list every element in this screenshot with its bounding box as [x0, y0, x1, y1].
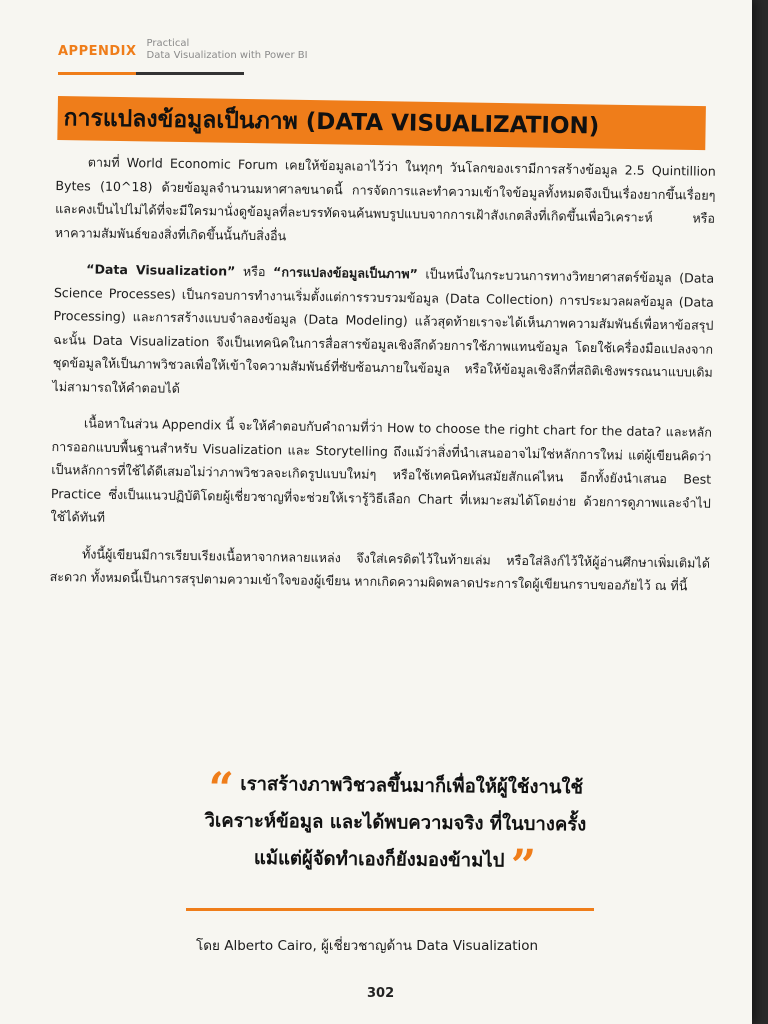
close-quote-mark: ”: [510, 840, 537, 892]
quote-text-1: เราสร้างภาพวิชวลขึ้นมาก็เพื่อให้ผู้ใช้งานใช้: [240, 773, 584, 799]
paragraph-2: [52, 257, 714, 408]
quote-attribution: โดย Alberto Cairo, ผู้เชี่ยวชาญด้าน Data Visualization: [196, 938, 539, 954]
header-rule: [58, 72, 244, 75]
quote-rule: [186, 908, 594, 911]
quote-line-1: [166, 763, 626, 815]
book-title: [147, 38, 308, 62]
chapter-title: การแปลงข้อมูลเป็นภาพ (DATA VISUALIZATION): [63, 105, 600, 140]
chapter-title-bar: [57, 96, 706, 150]
pull-quote: [165, 763, 626, 892]
paragraph-3: เนื้อหาในส่วน Appendix นี้ จะให้คำตอบกับคำถามที่ว่า How to choose the right chart for the data? และหลักการออกแบบพื้นฐานสำหรับ Visualization และ Storytelling ถึงแม้ว่าสิ่งที่นำเสนออาจไม่ใช่หลักการใหม่ แต่ผู้เขียนคิดว่าเป็นหลักการที่ใช้ได้ดีเสมอไม่ว่าภาพวิชวลจะเกิดรูปแบบใหม่ๆ หรือใช้เทคนิคทันสมัยสักแค่ไหน อีกทั้งยังนำเสนอ Best Practice ซึ่งเป็นแนวปฏิบัติโดยผู้เชี่ยวชาญที่จะช่วยให้เรารู้วิธีเลือก Chart ที่เหมาะสมได้โดยง่าย ด้วยการดูภาพและจำไปใช้ได้ทันที: [50, 415, 712, 525]
page-number: 302: [367, 986, 395, 1001]
connector-text: หรือ: [235, 263, 274, 280]
paragraph-1: ตามที่ World Economic Forum เคยให้ข้อมูลเอาไว้ว่า ในทุกๆ วันโลกของเรามีการสร้างข้อมูล 2.5 Quintillion Bytes (10^18) ด้วยข้อมูลจำนวนมหาศาลขนาดนี้ การจัดการและทำความเข้าใจข้อมูลทั้งหมดจึงเป็นเรื่องยากขึ้นเรื่อยๆ และคงเป็นไปไม่ได้ที่จะมีใครมานั่งดูข้อมูลที่ละบรรทัดจนค้นพบรูปแบบจากการเฝ้าสังเกตสิ่งที่เกิดขึ้นเพื่อวิเคราะห์ หรือหาความสัมพันธ์ของสิ่งที่เกิดขึ้นนั้นกับสิ่งอื่น: [54, 154, 716, 243]
quote-line-2: วิเคราะห์ข้อมูล และได้พบความจริง ที่ในบางครั้ง: [204, 810, 587, 836]
book-title-line2: Data Visualization with Power BI: [146, 50, 308, 61]
quote-text-3: แม้แต่ผู้จัดทำเองก็ยังมองข้ามไป: [253, 847, 505, 872]
body-text: [49, 150, 716, 611]
section-label: APPENDIX: [58, 44, 137, 59]
running-header: [58, 38, 308, 62]
open-quote-mark: “: [208, 763, 235, 815]
term-thai: “การแปลงข้อมูลเป็นภาพ”: [272, 264, 418, 282]
quote-line-3: [165, 839, 625, 892]
book-title-line1: Practical: [146, 38, 190, 49]
paragraph-2-rest: เป็นหนึ่งในกระบวนการทางวิทยาศาสตร์ข้อมูล (Data Science Processes) เป็นกรอบการทำงานเริ่มตั้งแต่การรวบรวมข้อมูล (Data Collection) การประมวลผลข้อมูล (Data Processing) และการสร้างแบบจำลองข้อมูล (Data Modeling) แล้วสุดท้ายเราจะได้เห็นภาพความสัมพันธ์เพื่อหาข้อสรุป ฉะนั้น Data Visualization จึงเป็นเทคนิคในการสื่อสารข้อมูลเชิงลึกด้วยการใช้ภาพแทนข้อมูล โดยใช้เครื่องมือแปลงจากชุดข้อมูลให้เป็นภาพวิชวลเพื่อให้เข้าใจความสัมพันธ์ที่ซับซ้อนภายในข้อมูล หรือให้ข้อมูลเชิงลึกที่สถิติเชิงพรรณนาแบบเดิมไม่สามารถให้คำตอบได้: [52, 266, 715, 396]
paragraph-4: ทั้งนี้ผู้เขียนมีการเรียบเรียงเนื้อหาจากหลายแหล่ง จึงใส่เครดิตไว้ในท้ายเล่ม หรือใส่ลิงก์ไว้ให้ผู้อ่านศึกษาเพิ่มเติมได้สะดวก ทั้งหมดนี้เป็นการสรุปตามความเข้าใจของผู้เขียน หากเกิดความผิดพลาดประการใดผู้เขียนกราบขออภัยไว้ ณ ที่นี้: [49, 545, 711, 594]
term-data-visualization: “Data Visualization”: [86, 261, 236, 279]
